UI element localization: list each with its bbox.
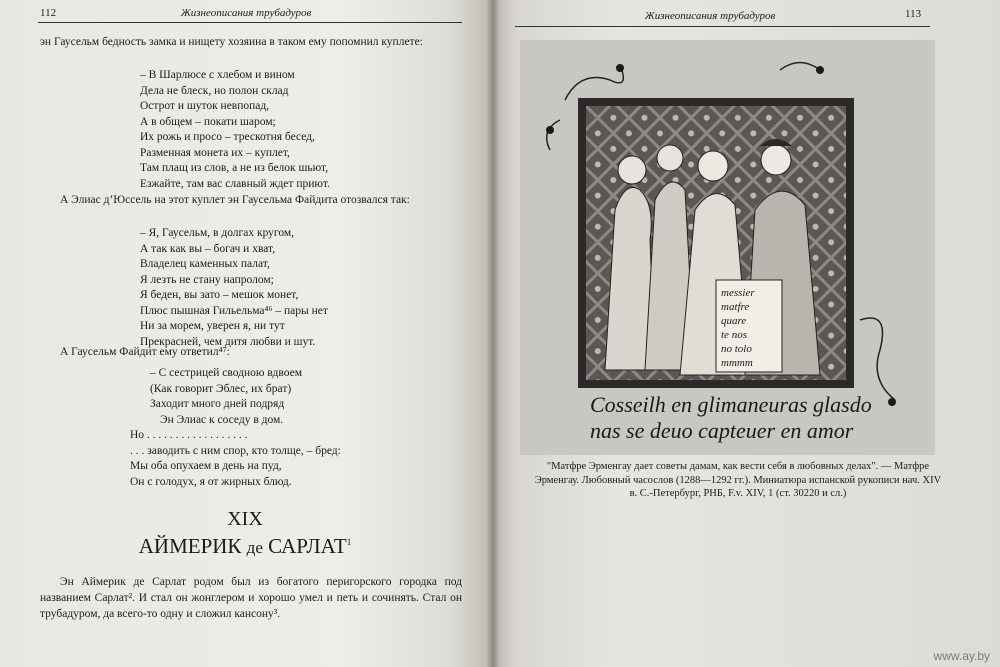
verse-line: Эн Элиас к соседу в дом. [160, 413, 284, 426]
verse-line: Дела не блеск, но полон склад [140, 84, 289, 97]
running-head-left: Жизнеописания трубадуров [180, 7, 312, 19]
paragraph-2: А Элиас д’Юссель на этот куплет эн Гаусельма Файдита отозвался так: [60, 194, 410, 206]
verse-line: Мы оба опухаем в день на пуд, [130, 460, 282, 472]
verse-line: Но . . . . . . . . . . . . . . . . . . [130, 429, 248, 441]
verse-line: А так как вы – богач и хват, [140, 242, 276, 255]
verse-line: Владелец каменных палат, [140, 258, 270, 270]
illustration-caption: "Матфре Эрменгау дает советы дамам, как вести себя в любовных делах". — Матфре Эрменгау. Любовный часослов (1288—1292 гг.). Миниатюра испанской рукописи нач. XIV в. С.-Петербург, РНБ, F.v. XIV, 1 (ст. 30220 и сл.) [534, 461, 942, 499]
miniature-image [520, 40, 935, 455]
header-rule-right [515, 26, 930, 27]
verse-stanza-2 [140, 226, 328, 350]
scroll-text-line: te nos [721, 329, 747, 341]
page-number-left: 112 [40, 7, 57, 19]
header-rule-left [38, 22, 462, 23]
verse-line: Заходит много дней подряд [150, 398, 285, 410]
page-number-right: 113 [905, 8, 922, 20]
chapter-title-part-1: АЙМЕРИК [138, 534, 242, 558]
verse-line: Их рожь и просо – трескотня бесед, [140, 131, 315, 143]
watermark: www.ay.by [933, 649, 990, 663]
verse-line: – С сестрицей сводною вдвоем [150, 367, 302, 379]
running-head-right: Жизнеописания трубадуров [644, 10, 776, 22]
verse-line: – В Шарлюсе с хлебом и вином [140, 69, 295, 81]
verse-line: А в общем – покати шаром; [140, 115, 276, 128]
verse-stanza-3 [130, 366, 341, 490]
scroll-text-line: no tolo [721, 343, 752, 355]
verse-stanza-1 [140, 68, 330, 192]
miniature-illustration [520, 40, 935, 455]
scroll-text-line: matfre [721, 301, 750, 313]
manuscript-caption-line: nas se deuo capteuer en amor [590, 418, 854, 443]
chapter-footnote-mark: 1 [346, 537, 352, 547]
verse-line: Ни за морем, уверен я, ни тут [140, 320, 285, 332]
scroll-text-line: messier [721, 287, 755, 299]
paragraph-3: А Гаусельм Файдит ему ответил⁴⁷: [60, 346, 230, 358]
verse-line: Разменная монета их – куплет, [140, 146, 290, 159]
scroll-text-line: mmmm [721, 357, 753, 369]
verse-line: Прекрасней, чем дитя любви и шут. [140, 335, 316, 348]
verse-line: Я беден, вы зато – мешок монет, [140, 289, 299, 301]
paragraph-4: Эн Аймерик де Сарлат родом был из богатого перигорского городка под названием Сарлат². И стал он жонглером и хорошо умел и петь и сочинять. Стал он трубадуром, да всего-то одну и сложил кансону³. [40, 576, 462, 620]
chapter-title-part-2: САРЛАТ [268, 534, 347, 558]
book-gutter [486, 0, 500, 667]
chapter-title-particle: де [246, 538, 263, 557]
verse-line: Плюс пышная Гильельма⁴⁶ – пары нет [140, 304, 328, 317]
manuscript-caption-line: Cosseilh en glimaneuras glasdo [590, 392, 872, 417]
verse-line: Острот и шуток невпопад, [140, 100, 270, 112]
scroll-text-line: quare [721, 315, 747, 327]
chapter-title [20, 534, 470, 559]
verse-line: Езжайте, там вас славный ждет приют. [140, 177, 330, 190]
verse-line: (Как говорит Эблес, их брат) [150, 382, 292, 395]
verse-line: Я лезть не стану напролом; [140, 273, 274, 286]
verse-line: Там плащ из слов, а не из белок шьют, [140, 162, 329, 174]
verse-line: . . . заводить с ним спор, кто толще, – бред: [130, 444, 341, 457]
intro-paragraph: эн Гаусельм бедность замка и нищету хозяина в таком ему попомнил куплете: [40, 36, 423, 48]
chapter-number: XIX [227, 508, 263, 530]
verse-line: Он с голодух, я от жирных блюд. [130, 475, 292, 488]
verse-line: – Я, Гаусельм, в долгах кругом, [140, 227, 295, 239]
